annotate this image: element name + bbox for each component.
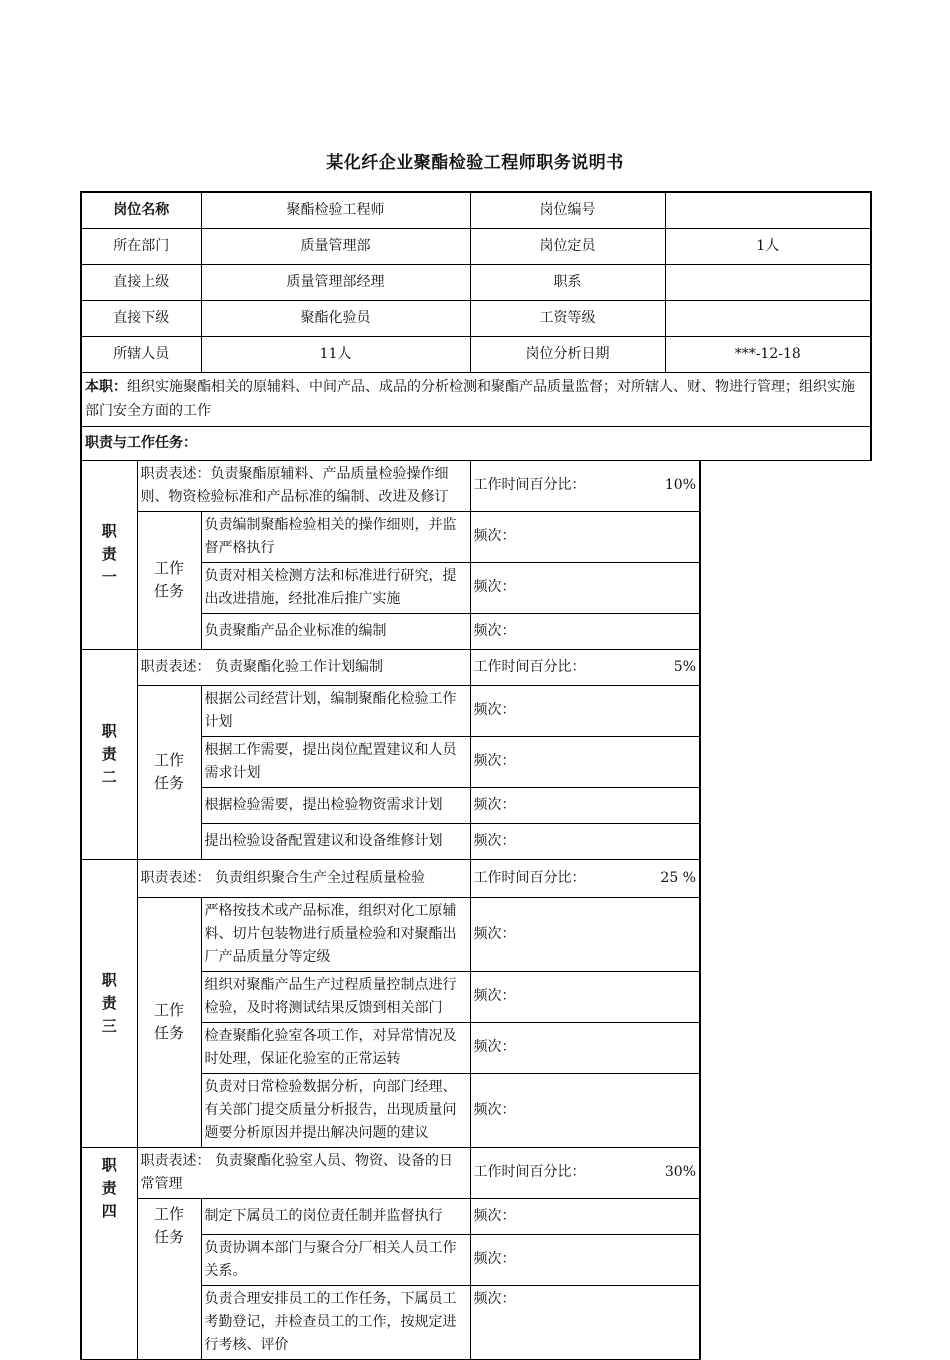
info-row bbox=[81, 192, 871, 228]
summary-label: 本职： bbox=[85, 379, 127, 395]
duty-desc: 职责表述： 负责聚酯化验工作计划编制 bbox=[137, 649, 470, 685]
pct-value: 10% bbox=[664, 477, 696, 493]
duty-pct-cell bbox=[470, 859, 700, 897]
freq-label: 频次： bbox=[470, 897, 700, 971]
task-label: 工作任务 bbox=[137, 897, 201, 1147]
freq-label: 频次： bbox=[470, 736, 700, 787]
freq-label: 频次： bbox=[470, 823, 700, 859]
task-text: 组织对聚酯产品生产过程质量控制点进行检验，及时将测试结果反馈到相关部门 bbox=[201, 971, 470, 1022]
freq-label: 频次： bbox=[470, 1285, 700, 1359]
task-row bbox=[81, 685, 871, 736]
info-row bbox=[81, 336, 871, 372]
task-text: 负责对相关检测方法和标准进行研究，提出改进措施，经批准后推广实施 bbox=[201, 562, 470, 613]
freq-label: 频次： bbox=[470, 685, 700, 736]
task-row bbox=[81, 1198, 871, 1234]
duty-pct-cell bbox=[470, 460, 700, 511]
duties-header: 职责与工作任务： bbox=[81, 426, 871, 460]
task-text: 负责聚酯产品企业标准的编制 bbox=[201, 613, 470, 649]
duty-name: 职责二 bbox=[81, 649, 137, 859]
page-title: 某化纤企业聚酯检验工程师职务说明书 bbox=[326, 153, 624, 173]
summary-text: 组织实施聚酯相关的原辅料、中间产品、成品的分析检测和聚酯产品质量监督；对所辖人、财、物进行管理；组织实施部门安全方面的工作 bbox=[85, 379, 855, 419]
task-text: 严格按技术或产品标准，组织对化工原辅料、切片包装物进行质量检验和对聚酯出厂产品质量分等定级 bbox=[201, 897, 470, 971]
task-text: 检查聚酯化验室各项工作，对异常情况及时处理，保证化验室的正常运转 bbox=[201, 1022, 470, 1073]
task-text: 负责对日常检验数据分析，向部门经理、有关部门提交质量分析报告，出现质量问题要分析原因并提出解决问题的建议 bbox=[201, 1073, 470, 1147]
info-label: 职系 bbox=[470, 264, 665, 300]
task-text: 负责编制聚酯检验相关的操作细则，并监督严格执行 bbox=[201, 511, 470, 562]
task-label: 工作任务 bbox=[137, 511, 201, 649]
info-row bbox=[81, 300, 871, 336]
task-row bbox=[81, 897, 871, 971]
duty-desc: 职责表述： 负责组织聚合生产全过程质量检验 bbox=[137, 859, 470, 897]
duty-desc-row bbox=[81, 859, 871, 897]
freq-label: 频次： bbox=[470, 1198, 700, 1234]
task-text: 制定下属员工的岗位责任制并监督执行 bbox=[201, 1198, 470, 1234]
info-label: 岗位定员 bbox=[470, 228, 665, 264]
info-label: 工资等级 bbox=[470, 300, 665, 336]
info-row bbox=[81, 228, 871, 264]
summary-row bbox=[81, 372, 871, 426]
freq-label: 频次： bbox=[470, 1022, 700, 1073]
info-value: 11人 bbox=[201, 336, 470, 372]
info-value bbox=[665, 192, 871, 228]
duty-name: 职责一 bbox=[81, 460, 137, 649]
duty-desc-row bbox=[81, 649, 871, 685]
duty-desc-row bbox=[81, 1147, 871, 1198]
task-text: 负责协调本部门与聚合分厂相关人员工作关系。 bbox=[201, 1234, 470, 1285]
info-value bbox=[665, 300, 871, 336]
task-label: 工作任务 bbox=[137, 685, 201, 859]
pct-label: 工作时间百分比： bbox=[473, 869, 586, 886]
info-label: 岗位编号 bbox=[470, 192, 665, 228]
info-value: 聚酯化验员 bbox=[201, 300, 470, 336]
freq-label: 频次： bbox=[470, 787, 700, 823]
info-value: 聚酯检验工程师 bbox=[201, 192, 470, 228]
duty-desc-row bbox=[81, 460, 871, 511]
task-text: 提出检验设备配置建议和设备维修计划 bbox=[201, 823, 470, 859]
info-row bbox=[81, 264, 871, 300]
info-value bbox=[665, 264, 871, 300]
duty-name: 职责四 bbox=[81, 1147, 137, 1359]
pct-label: 工作时间百分比： bbox=[473, 1164, 586, 1180]
task-text: 根据检验需要，提出检验物资需求计划 bbox=[201, 787, 470, 823]
task-label: 工作任务 bbox=[137, 1198, 201, 1359]
freq-label: 频次： bbox=[470, 511, 700, 562]
task-text: 负责合理安排员工的工作任务，下属员工考勤登记，并检查员工的工作，按规定进行考核、评价 bbox=[201, 1285, 470, 1359]
duty-pct-cell bbox=[470, 649, 700, 685]
info-value: 质量管理部经理 bbox=[201, 264, 470, 300]
info-value: ***-12-18 bbox=[665, 336, 871, 372]
info-label: 岗位分析日期 bbox=[470, 336, 665, 372]
info-label: 岗位名称 bbox=[81, 192, 201, 228]
pct-value: 25 % bbox=[660, 869, 696, 886]
duties-header-row bbox=[81, 426, 871, 460]
info-label: 所辖人员 bbox=[81, 336, 201, 372]
pct-value: 5% bbox=[673, 658, 696, 675]
duty-desc: 职责表述： 负责聚酯化验室人员、物资、设备的日常管理 bbox=[137, 1147, 470, 1198]
info-value: 质量管理部 bbox=[201, 228, 470, 264]
task-text: 根据公司经营计划，编制聚酯化检验工作计划 bbox=[201, 685, 470, 736]
info-label: 直接上级 bbox=[81, 264, 201, 300]
duty-desc: 职责表述：负责聚酯原辅料、产品质量检验操作细则、物资检验标准和产品标准的编制、改进及修订 bbox=[137, 460, 470, 511]
task-row bbox=[81, 511, 871, 562]
info-value: 1人 bbox=[665, 228, 871, 264]
duty-name: 职责三 bbox=[81, 859, 137, 1147]
freq-label: 频次： bbox=[470, 971, 700, 1022]
info-label: 所在部门 bbox=[81, 228, 201, 264]
freq-label: 频次： bbox=[470, 562, 700, 613]
summary-cell bbox=[81, 372, 871, 426]
task-text: 根据工作需要，提出岗位配置建议和人员需求计划 bbox=[201, 736, 470, 787]
info-label: 直接下级 bbox=[81, 300, 201, 336]
pct-value: 30% bbox=[664, 1164, 696, 1180]
duty-pct-cell bbox=[470, 1147, 700, 1198]
freq-label: 频次： bbox=[470, 1234, 700, 1285]
freq-label: 频次： bbox=[470, 1073, 700, 1147]
pct-label: 工作时间百分比： bbox=[473, 477, 586, 493]
freq-label: 频次： bbox=[470, 613, 700, 649]
pct-label: 工作时间百分比： bbox=[473, 658, 586, 675]
job-description-table bbox=[80, 191, 872, 1360]
